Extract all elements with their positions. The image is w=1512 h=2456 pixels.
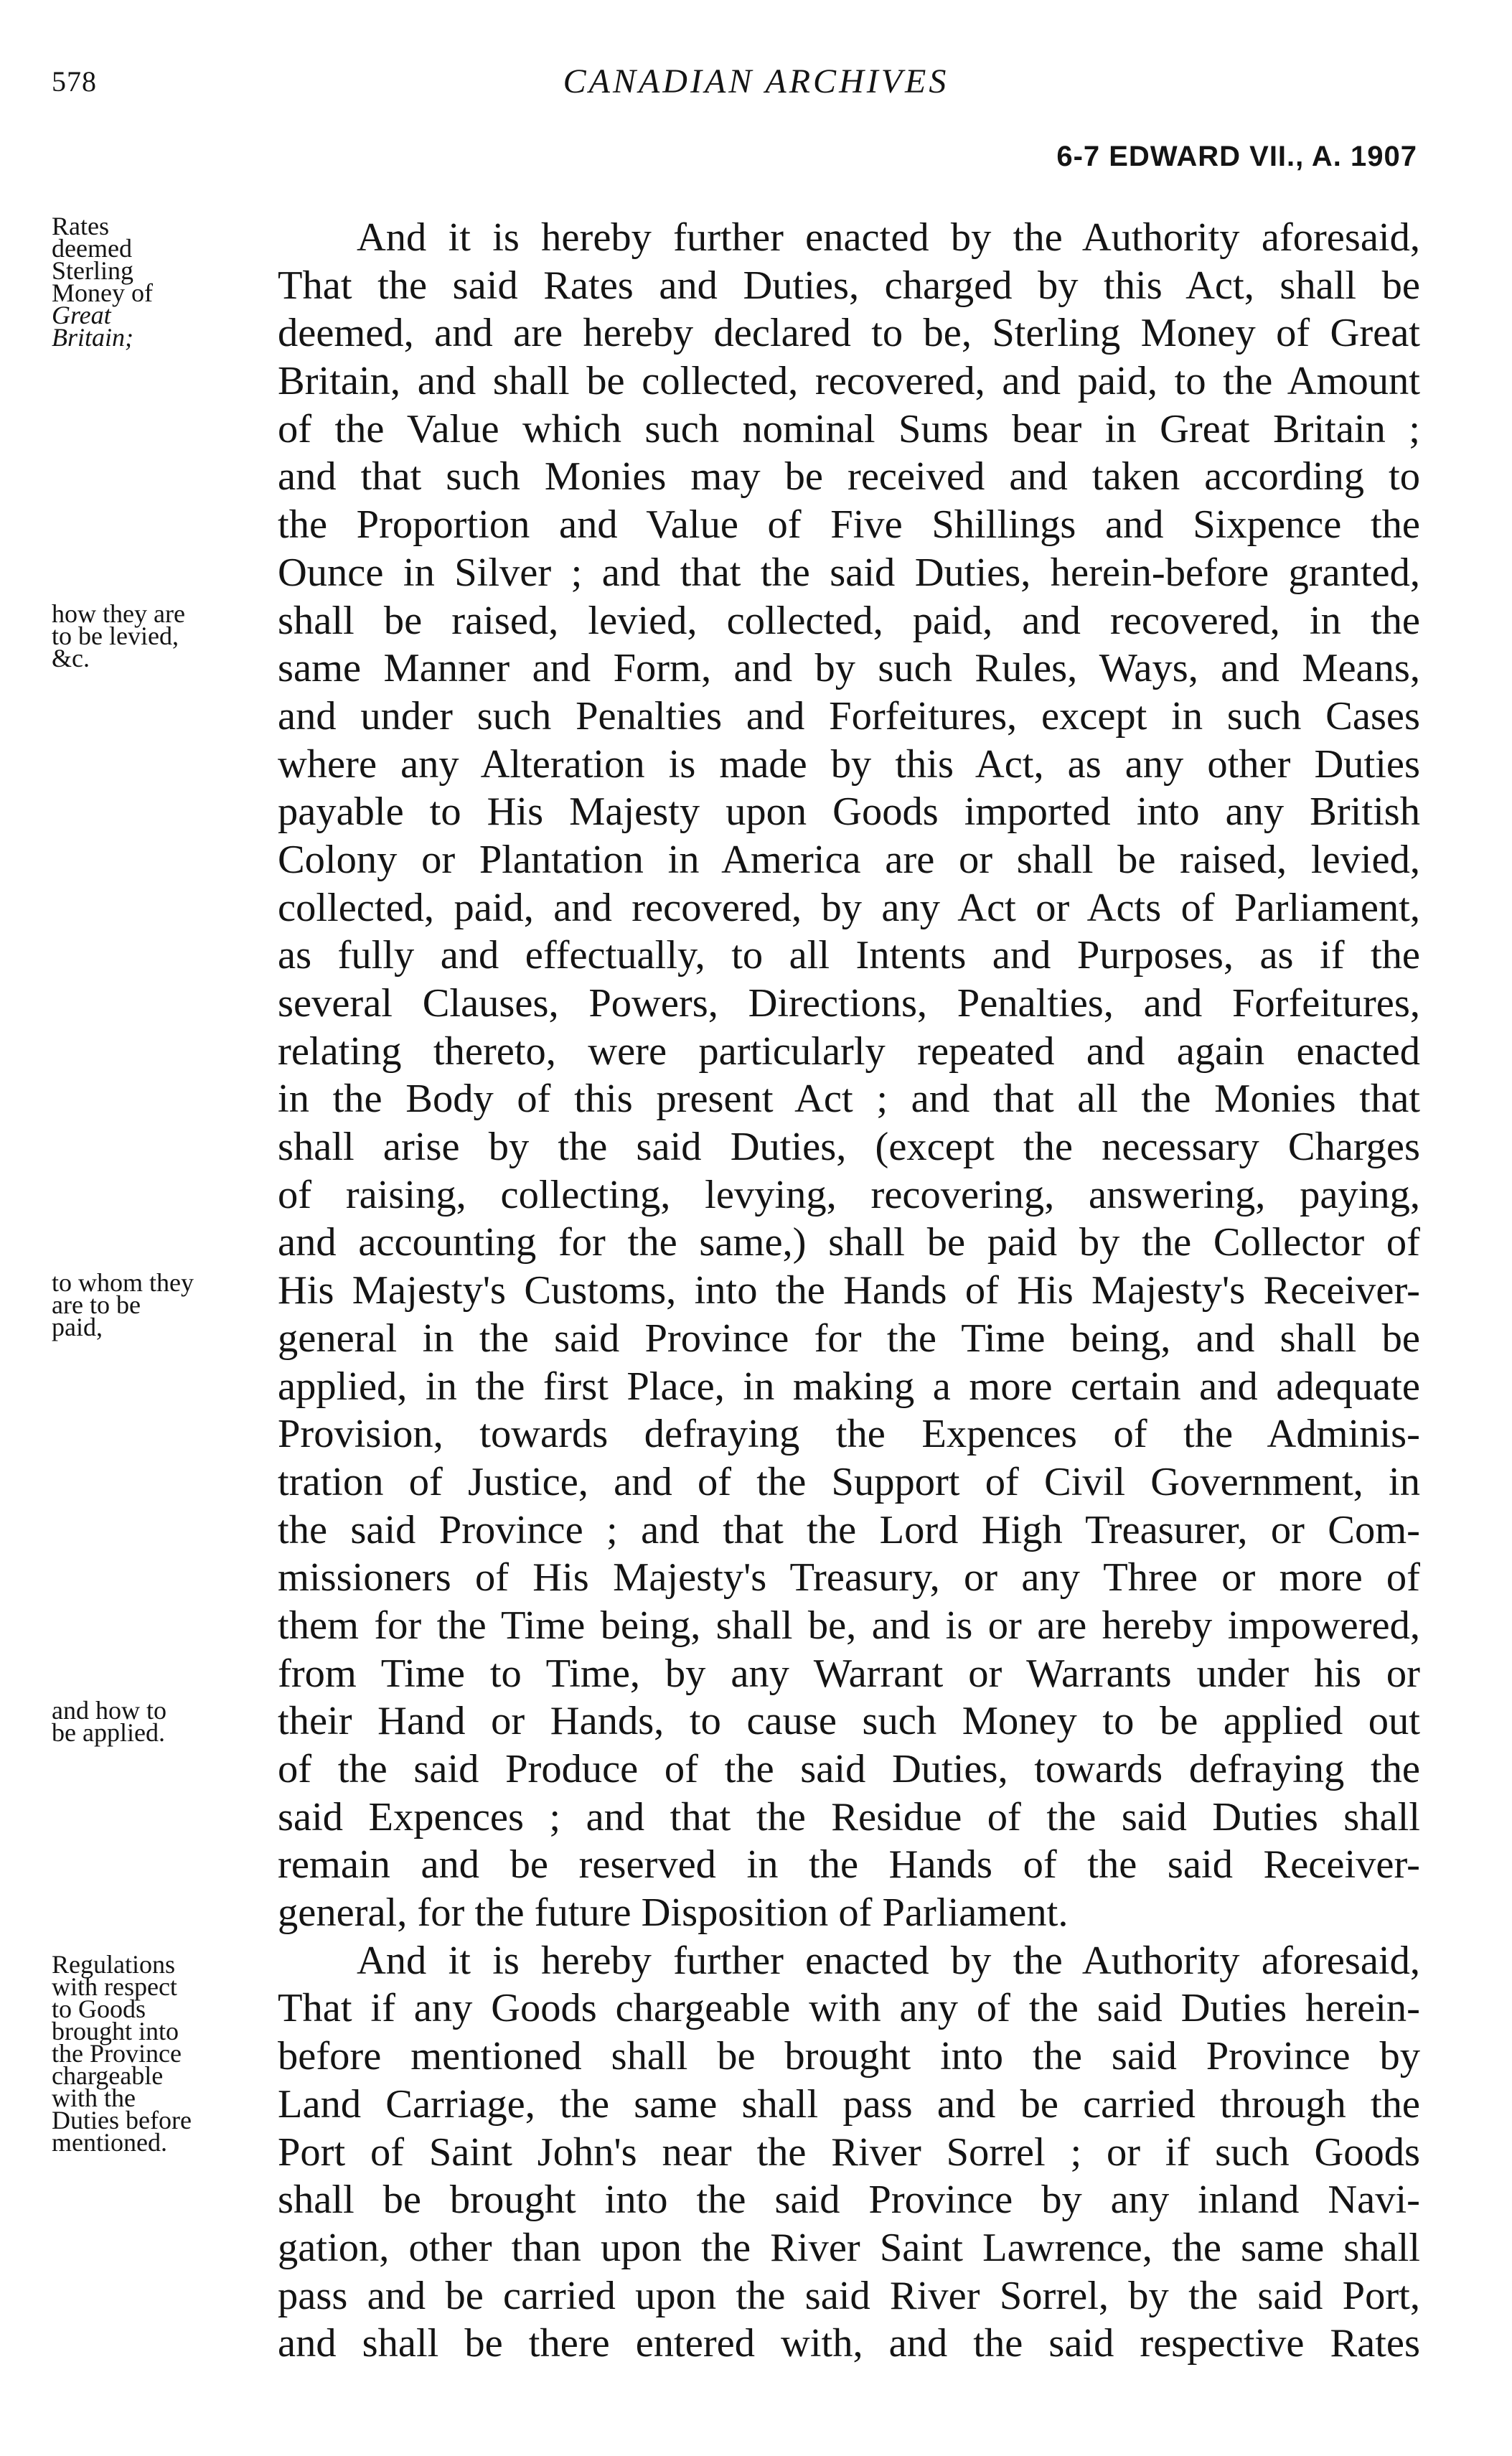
body-line: pass and be carried upon the said River Sorrel, by the said Port,: [278, 2273, 1420, 2318]
body-line: several Clauses, Powers, Directions, Penalties, and Forfeitures,: [278, 981, 1420, 1026]
body-line: general in the said Province for the Time being, and shall be: [278, 1316, 1420, 1361]
body-line: in the Body of this present Act ; and that all the Monies that: [278, 1077, 1420, 1122]
body-line: And it is hereby further enacted by the Authority aforesaid,: [357, 215, 1420, 260]
marginal-note-line: mentioned.: [52, 2128, 167, 2157]
body-line: Port of Saint John's near the River Sorrel ; or if such Goods: [278, 2129, 1420, 2175]
body-line: deemed, and are hereby declared to be, Sterling Money of Great: [278, 311, 1420, 356]
marginal-note-how-applied: [52, 1696, 281, 1747]
marginal-note-to-whom-paid: [52, 1268, 281, 1341]
marginal-note-line: the Province: [52, 2039, 182, 2068]
body-line: His Majesty's Customs, into the Hands of His Majesty's Receiver-: [278, 1268, 1420, 1313]
body-line: said Expences ; and that the Residue of the said Duties shall: [278, 1794, 1420, 1839]
marginal-note-line: with the: [52, 2084, 136, 2112]
body-line: remain and be reserved in the Hands of the said Receiver-: [278, 1842, 1420, 1888]
body-line: before mentioned shall be brought into the said Province by: [278, 2034, 1420, 2079]
body-line: and shall be there entered with, and the said respective Rates: [278, 2321, 1420, 2366]
statute-body-text: [278, 214, 1420, 2368]
body-line: missioners of His Majesty's Treasury, or any Three or more of: [278, 1555, 1420, 1600]
marginal-note-line: brought into: [52, 2017, 179, 2045]
body-line: And it is hereby further enacted by the Authority aforesaid,: [357, 1938, 1420, 1983]
body-line: gation, other than upon the River Saint Lawrence, the same shall: [278, 2225, 1420, 2270]
marginal-note-rates-sterling: [52, 212, 281, 352]
body-line: and under such Penalties and Forfeitures, except in such Cases: [278, 693, 1420, 739]
marginal-note-regulations-goods: [52, 1950, 281, 2157]
marginal-note-line: to be levied,: [52, 622, 179, 650]
page-number: 578: [52, 65, 97, 98]
body-line: and accounting for the same,) shall be paid by the Collector of: [278, 1220, 1420, 1265]
marginal-note-line: Regulations: [52, 1950, 175, 1979]
marginal-note-line: with respect: [52, 1972, 177, 2001]
body-line: Britain, and shall be collected, recovered, and paid, to the Amount: [278, 359, 1420, 404]
marginal-note-line: Rates: [52, 212, 109, 240]
body-line: shall be brought into the said Province by any inland Navi-: [278, 2178, 1420, 2223]
marginal-note-line: Great: [52, 301, 111, 329]
marginal-note-line: Money of: [52, 278, 153, 307]
body-line: That the said Rates and Duties, charged by this Act, shall be: [278, 263, 1420, 308]
body-line: them for the Time being, shall be, and is or are hereby impowered,: [278, 1603, 1420, 1648]
body-line: Provision, towards defraying the Expences of the Adminis-: [278, 1412, 1420, 1457]
marginal-note-line: deemed: [52, 234, 132, 263]
marginal-note-line: chargeable: [52, 2061, 164, 2090]
body-line: collected, paid, and recovered, by any Act or Acts of Parliament,: [278, 885, 1420, 930]
body-line: relating thereto, were particularly repeated and again enacted: [278, 1028, 1420, 1074]
marginal-note-line: and how to: [52, 1696, 166, 1725]
body-line: general, for the future Disposition of Parliament.: [278, 1890, 1069, 1936]
marginal-note-line: Duties before: [52, 2106, 192, 2134]
body-line: as fully and effectually, to all Intents and Purposes, as if the: [278, 933, 1420, 978]
marginal-note-line: &c.: [52, 644, 90, 672]
marginal-note-line: Britain;: [52, 323, 133, 352]
marginal-note-line: how they are: [52, 599, 185, 628]
body-line: where any Alteration is made by this Act, as any other Duties: [278, 741, 1420, 787]
marginal-note-line: are to be: [52, 1290, 141, 1319]
volume-reference: 6-7 EDWARD VII., A. 1907: [1056, 141, 1417, 172]
body-line: Colony or Plantation in America are or shall be raised, levied,: [278, 837, 1420, 882]
body-line: tration of Justice, and of the Support of Civil Government, in: [278, 1459, 1420, 1504]
body-line: of the Value which such nominal Sums bear in Great Britain ;: [278, 406, 1420, 451]
body-line: payable to His Majesty upon Goods imported into any British: [278, 789, 1420, 835]
body-line: Ounce in Silver ; and that the said Duties, herein-before granted,: [278, 550, 1420, 595]
body-line: shall be raised, levied, collected, paid, and recovered, in the: [278, 598, 1420, 643]
body-line: shall arise by the said Duties, (except the necessary Charges: [278, 1125, 1420, 1170]
body-line: same Manner and Form, and by such Rules, Ways, and Means,: [278, 646, 1420, 691]
marginal-note-line: paid,: [52, 1313, 103, 1341]
body-line: applied, in the first Place, in making a more certain and adequate: [278, 1364, 1420, 1409]
body-line: That if any Goods chargeable with any of the said Duties herein-: [278, 1986, 1420, 2031]
marginal-note-line: to whom they: [52, 1268, 194, 1297]
body-line: the said Province ; and that the Lord High Treasurer, or Com-: [278, 1507, 1420, 1552]
body-line: their Hand or Hands, to cause such Money to be applied out: [278, 1699, 1420, 1744]
marginal-note-line: Sterling: [52, 256, 133, 285]
running-title: CANADIAN ARCHIVES: [563, 62, 949, 100]
marginal-note-how-levied: [52, 599, 281, 672]
body-line: of the said Produce of the said Duties, towards defraying the: [278, 1747, 1420, 1791]
body-line: the Proportion and Value of Five Shillings and Sixpence the: [278, 502, 1420, 548]
body-line: and that such Monies may be received and taken according to: [278, 454, 1420, 500]
marginal-note-line: be applied.: [52, 1718, 165, 1747]
marginal-note-line: to Goods: [52, 1995, 146, 2023]
body-line: Land Carriage, the same shall pass and be carried through the: [278, 2081, 1420, 2127]
body-line: of raising, collecting, levying, recovering, answering, paying,: [278, 1172, 1420, 1217]
body-line: from Time to Time, by any Warrant or Warrants under his or: [278, 1651, 1420, 1696]
